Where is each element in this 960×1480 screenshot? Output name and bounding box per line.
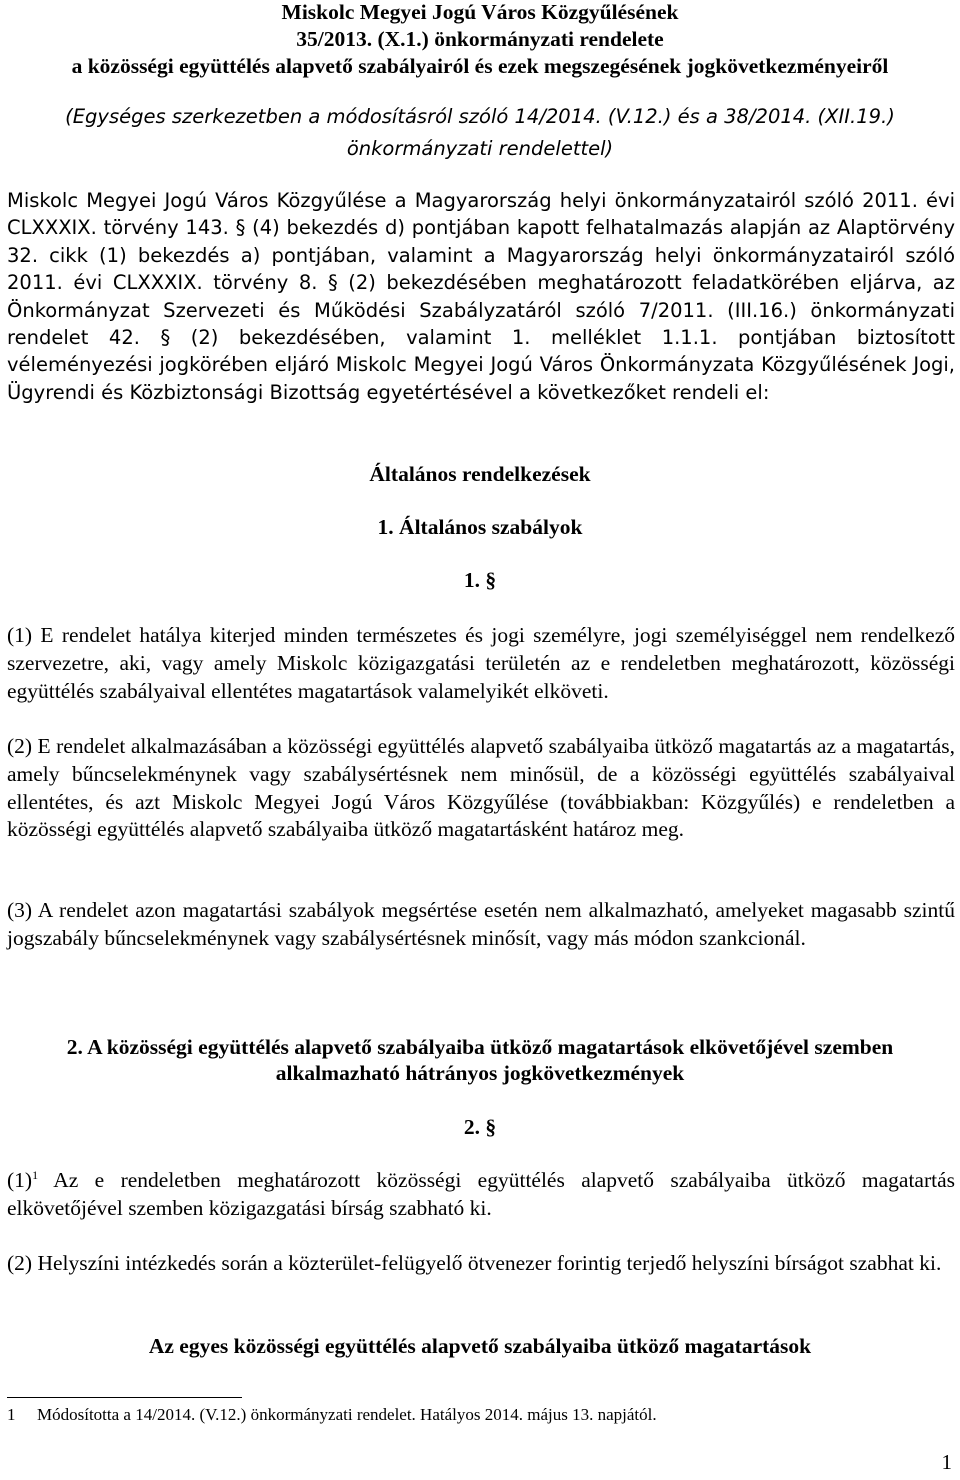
section1-number: 1. §: [463, 568, 497, 592]
footnote-text: Módosította a 14/2014. (V.12.) önkormányzati rendelet. Hatályos 2014. május 13. napjától.: [37, 1405, 657, 1424]
section1-paragraph2: (2) E rendelet alkalmazásában a közösségi együttélés alapvető szabályaiba ütköző magatartás az a magatartás, amely bűncselekménynek vagy szabálysértésnek nem minősül, de a közösségi együttélés szabályaival ellentétes, és azt Miskolc Megyei Jogú Város Közgyűlése (továbbiakban: Közgyűlés) e rendeletben a közösségi együttélés alapvető szabályaiba ütköző magatartásként határoz meg.: [7, 734, 955, 842]
section1-paragraph3: (3) A rendelet azon magatartási szabályok megsértése esetén nem alkalmazható, amelyeket magasabb szintű jogszabály bűncselekménynek vagy szabálysértésnek minősít, vagy más módon szankcionál.: [7, 898, 955, 950]
chapter2-title-line1: 2. A közösségi együttélés alapvető szabályaiba ütköző magatartások elkövetőjével szemben: [66, 1035, 894, 1059]
footnote-reference[interactable]: 1: [32, 1168, 39, 1182]
paragraph-number: (1): [7, 1168, 33, 1192]
section2-paragraph1: [7, 1167, 955, 1223]
document-title-line2: 35/2013. (X.1.) önkormányzati rendelete: [296, 27, 664, 51]
part-heading-general: Általános rendelkezések: [369, 462, 591, 486]
page-number: 1: [941, 1450, 952, 1474]
preamble: Miskolc Megyei Jogú Város Közgyűlése a Magyarország helyi önkormányzatairól szóló 2011. évi CLXXXIX. törvény 143. § (4) bekezdés d) pontjában kapott felhatalmazás alapján az Alaptörvény 32. cikk (1) bekezdés a) pontjában, valamint a Magyarország helyi önkormányzatairól szóló 2011. évi CLXXXIX. törvény 8. § (2) bekezdésében meghatározott feladatkörében eljárva, az Önkormányzat Szervezeti és Működési Szabályzatáról szóló 7/2011. (III.16.) önkormányzati rendelet 42. § (2) bekezdésében, valamint 1. melléklet 1.1.1. pontjában biztosított véleményezési jogkörében eljáró Miskolc Megyei Jogú Város Önkormányzata Közgyűlésének Jogi, Ügyrendi és Közbiztonsági Bizottság egyetértésével a következőket rendeli el:: [7, 189, 955, 404]
document-title-line3: a közösségi együttélés alapvető szabályairól és ezek megszegésének jogkövetkezményeiről: [71, 54, 889, 78]
document-title-line1: Miskolc Megyei Jogú Város Közgyűlésének: [281, 0, 679, 24]
section2-number: 2. §: [463, 1115, 497, 1139]
chapter2-title-line2: alkalmazható hátrányos jogkövetkezmények: [275, 1061, 685, 1085]
section2-paragraph2: (2) Helyszíni intézkedés során a közterület-felügyelő ötvenezer forintig terjedő helyszíni bírságot szabhat ki.: [7, 1251, 942, 1275]
consolidation-note: (Egységes szerkezetben a módosításról szóló 14/2014. (V.12.) és a 38/2014. (XII.19.) önkormányzati rendelettel): [65, 105, 895, 160]
chapter1-title: 1. Általános szabályok: [377, 515, 583, 539]
footnote-number: 1: [7, 1405, 16, 1424]
section1-paragraph1: (1) E rendelet hatálya kiterjed minden természetes és jogi személyre, jogi személyiséggel nem rendelkező szervezetre, aki, vagy amely Miskolc közigazgatási területén az e rendeletben meghatározott, közösségi együttélés szabályaival ellentétes magatartások valamelyikét elköveti.: [7, 623, 955, 703]
part-heading-specific: Az egyes közösségi együttélés alapvető szabályaiba ütköző magatartások: [148, 1334, 812, 1358]
footnote: [7, 1404, 657, 1426]
paragraph-text: Az e rendeletben meghatározott közösségi együttélés alapvető szabályaiba ütköző magatartás elkövetőjével szemben közigazgatási bírság szabható ki.: [7, 1168, 955, 1220]
footnote-separator: [7, 1397, 242, 1398]
